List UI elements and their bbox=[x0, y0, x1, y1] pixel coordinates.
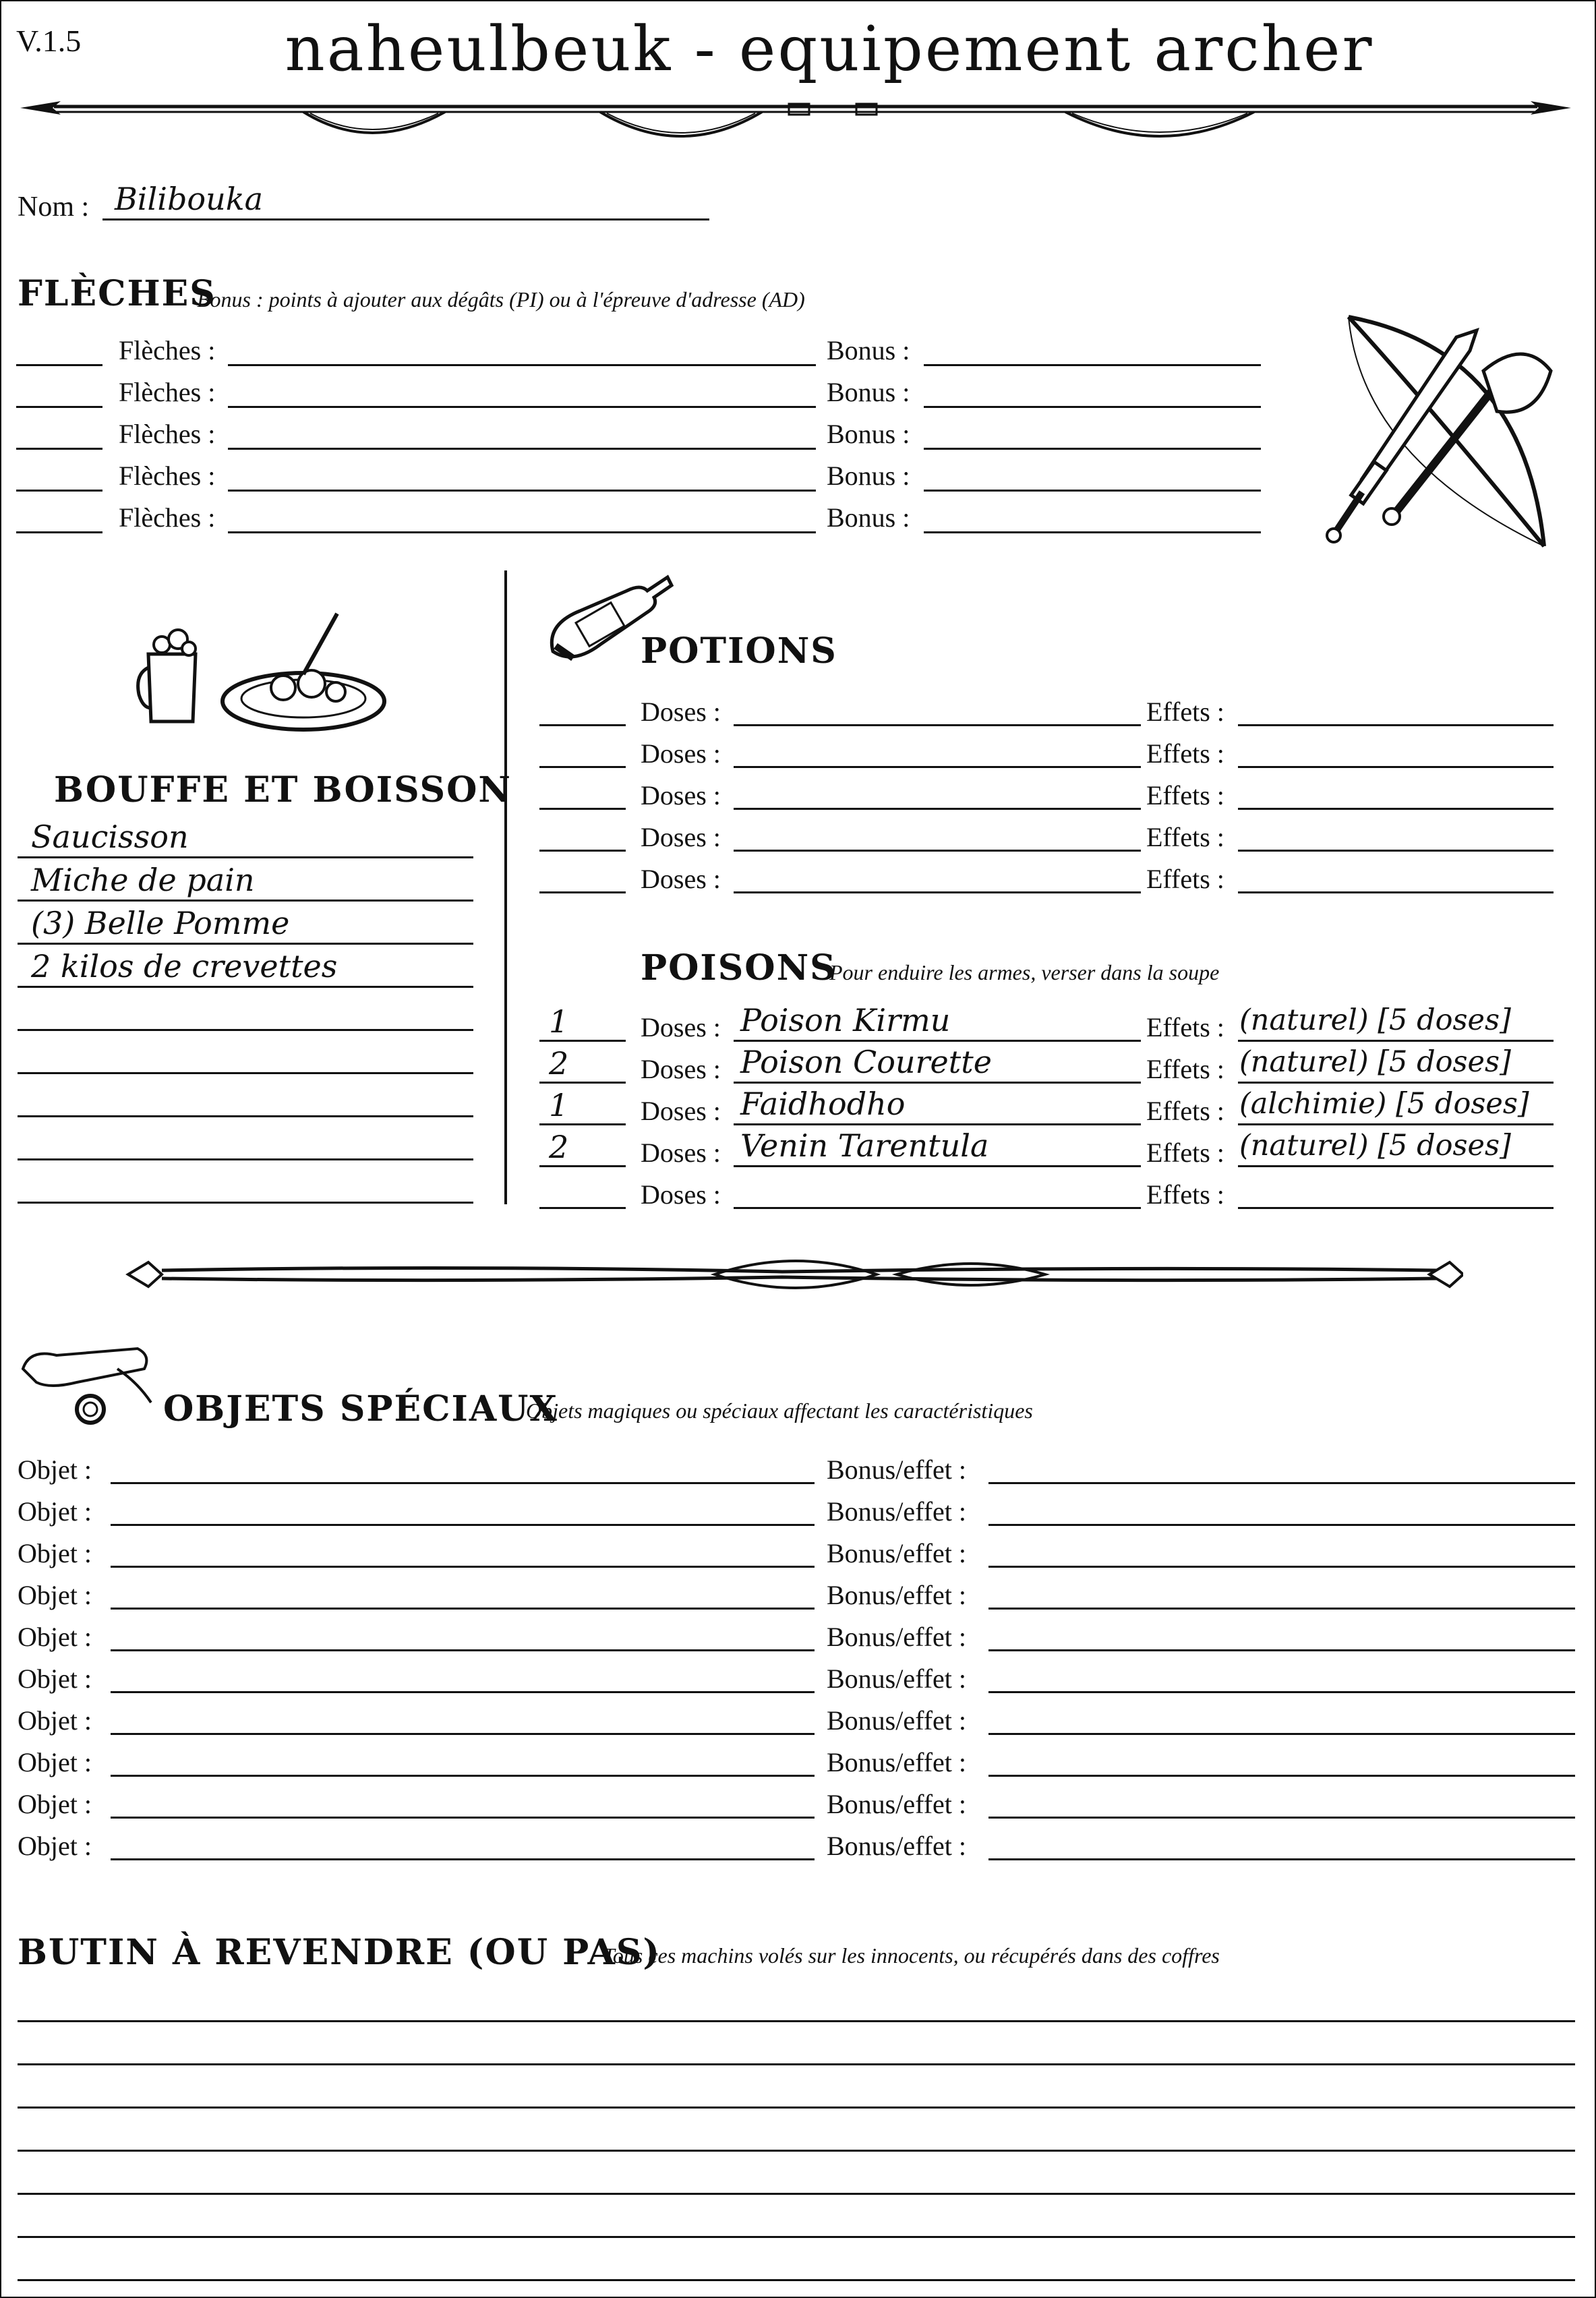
arrow-name-field[interactable] bbox=[228, 417, 816, 449]
object-bonus-label: Bonus/effet : bbox=[827, 1663, 967, 1694]
poison-qty[interactable]: 2 bbox=[549, 1045, 569, 1082]
poison-qty-line bbox=[539, 1123, 626, 1125]
bow-sword-axe-icon bbox=[1322, 310, 1578, 553]
object-bonus-label: Bonus/effet : bbox=[827, 1622, 967, 1652]
arrow-qty-field[interactable] bbox=[16, 417, 102, 449]
arrow-name-field[interactable] bbox=[228, 375, 816, 407]
food-line bbox=[18, 1158, 473, 1160]
arrow-label: Flèches : bbox=[119, 419, 216, 449]
arrow-qty-field[interactable] bbox=[16, 375, 102, 407]
arrow-bonus-field[interactable] bbox=[924, 459, 1261, 491]
potion-effects-label: Effets : bbox=[1146, 822, 1224, 852]
potion-doses-label: Doses : bbox=[641, 780, 721, 811]
poison-name-line bbox=[734, 1207, 1141, 1209]
object-label: Objet : bbox=[18, 1622, 92, 1652]
object-bonus-label: Bonus/effet : bbox=[827, 1789, 967, 1819]
poison-name-line bbox=[734, 1165, 1141, 1167]
scroll-ring-icon bbox=[16, 1342, 158, 1430]
object-bonus-label: Bonus/effet : bbox=[827, 1580, 967, 1610]
object-bonus-field[interactable] bbox=[988, 1829, 1575, 1861]
arrow-label: Flèches : bbox=[119, 335, 216, 365]
object-label: Objet : bbox=[18, 1580, 92, 1610]
poison-name[interactable]: Poison Kirmu bbox=[740, 1002, 951, 1038]
food-line bbox=[18, 1202, 473, 1204]
poison-effect-line bbox=[1238, 1123, 1554, 1125]
poison-qty[interactable]: 2 bbox=[549, 1129, 569, 1165]
poison-doses-label: Doses : bbox=[641, 1096, 721, 1126]
object-label: Objet : bbox=[18, 1747, 92, 1777]
name-underline bbox=[102, 218, 709, 220]
arrow-name-field[interactable] bbox=[228, 333, 816, 365]
poison-name[interactable]: Venin Tarentula bbox=[740, 1127, 989, 1164]
arrow-bonus-label: Bonus : bbox=[827, 335, 910, 365]
arrows-heading: FLÈCHES bbox=[18, 273, 216, 314]
object-bonus-field[interactable] bbox=[988, 1452, 1575, 1485]
poison-doses-label: Doses : bbox=[641, 1012, 721, 1042]
loot-field[interactable] bbox=[18, 2202, 1575, 2235]
arrow-qty-field[interactable] bbox=[16, 500, 102, 533]
poison-doses-label: Doses : bbox=[641, 1054, 721, 1084]
poison-effect[interactable]: (naturel) [5 doses] bbox=[1239, 1129, 1511, 1162]
food-line bbox=[18, 943, 473, 945]
object-label: Objet : bbox=[18, 1663, 92, 1694]
object-name-field[interactable] bbox=[111, 1703, 815, 1736]
potion-name-field[interactable] bbox=[734, 695, 1141, 727]
potion-name-field[interactable] bbox=[734, 736, 1141, 769]
potion-effects-label: Effets : bbox=[1146, 780, 1224, 811]
potion-qty-field[interactable] bbox=[539, 862, 626, 894]
potion-doses-label: Doses : bbox=[641, 738, 721, 769]
arrow-label: Flèches : bbox=[119, 461, 216, 491]
special-subtitle: Objets magiques ou spéciaux affectant les caractéristiques bbox=[526, 1398, 1033, 1423]
loot-field[interactable] bbox=[18, 2116, 1575, 2148]
loot-field[interactable] bbox=[18, 2030, 1575, 2062]
object-label: Objet : bbox=[18, 1538, 92, 1568]
poisons-heading: POISONS bbox=[641, 947, 837, 989]
object-name-field[interactable] bbox=[111, 1494, 815, 1527]
object-name-field[interactable] bbox=[111, 1745, 815, 1777]
object-name-field[interactable] bbox=[111, 1620, 815, 1652]
arrow-bonus-field[interactable] bbox=[924, 333, 1261, 365]
loot-line bbox=[18, 2020, 1575, 2022]
food-item[interactable]: Saucisson bbox=[31, 819, 189, 855]
object-name-field[interactable] bbox=[111, 1787, 815, 1819]
object-label: Objet : bbox=[18, 1454, 92, 1485]
page-title: naheulbeuk - equipement archer bbox=[285, 13, 1374, 85]
potion-effects-label: Effets : bbox=[1146, 697, 1224, 727]
staff-divider-icon bbox=[121, 1247, 1463, 1301]
food-line bbox=[18, 900, 473, 902]
loot-line bbox=[18, 2236, 1575, 2238]
poison-name-line bbox=[734, 1040, 1141, 1042]
object-bonus-field[interactable] bbox=[988, 1494, 1575, 1527]
arrow-bonus-label: Bonus : bbox=[827, 419, 910, 449]
object-name-field[interactable] bbox=[111, 1829, 815, 1861]
arrow-label: Flèches : bbox=[119, 377, 216, 407]
food-item[interactable]: 2 kilos de crevettes bbox=[31, 948, 338, 984]
object-name-field[interactable] bbox=[111, 1578, 815, 1610]
poison-qty[interactable]: 1 bbox=[549, 1003, 569, 1040]
object-bonus-label: Bonus/effet : bbox=[827, 1747, 967, 1777]
potion-effects-label: Effets : bbox=[1146, 738, 1224, 769]
arrow-qty-field[interactable] bbox=[16, 333, 102, 365]
loot-field[interactable] bbox=[18, 2159, 1575, 2191]
poison-effect[interactable]: (naturel) [5 doses] bbox=[1239, 1045, 1511, 1079]
arrow-qty-field[interactable] bbox=[16, 459, 102, 491]
object-bonus-field[interactable] bbox=[988, 1787, 1575, 1819]
poison-effect-line bbox=[1238, 1207, 1554, 1209]
arrow-name-field[interactable] bbox=[228, 459, 816, 491]
special-heading: OBJETS SPÉCIAUX bbox=[163, 1388, 558, 1430]
object-name-field[interactable] bbox=[111, 1536, 815, 1568]
loot-line bbox=[18, 2193, 1575, 2195]
object-bonus-field[interactable] bbox=[988, 1578, 1575, 1610]
potion-effect-field[interactable] bbox=[1238, 820, 1554, 852]
poison-name-line bbox=[734, 1082, 1141, 1084]
food-item[interactable]: Miche de pain bbox=[31, 862, 255, 898]
poison-effects-label: Effets : bbox=[1146, 1012, 1224, 1042]
poison-name[interactable]: Faidhodho bbox=[740, 1086, 906, 1122]
potion-effect-field[interactable] bbox=[1238, 695, 1554, 727]
poison-effect[interactable]: (naturel) [5 doses] bbox=[1239, 1003, 1511, 1037]
arrow-bonus-label: Bonus : bbox=[827, 502, 910, 533]
arrow-name-field[interactable] bbox=[228, 500, 816, 533]
food-item[interactable]: (3) Belle Pomme bbox=[31, 905, 290, 941]
potion-doses-label: Doses : bbox=[641, 822, 721, 852]
potion-name-field[interactable] bbox=[734, 820, 1141, 852]
name-value[interactable]: Bilibouka bbox=[115, 181, 264, 217]
potions-heading: POTIONS bbox=[641, 630, 837, 672]
loot-heading: BUTIN À REVENDRE (OU PAS) bbox=[18, 1932, 661, 1973]
potion-effect-field[interactable] bbox=[1238, 736, 1554, 769]
loot-line bbox=[18, 2063, 1575, 2065]
loot-field[interactable] bbox=[18, 2245, 1575, 2278]
poison-effect[interactable]: (alchimie) [5 doses] bbox=[1239, 1087, 1529, 1121]
poison-name[interactable]: Poison Courette bbox=[740, 1044, 992, 1080]
arrows-subtitle: Bonus : points à ajouter aux dégâts (PI) ou à l'épreuve d'adresse (AD) bbox=[197, 287, 805, 312]
food-heading: BOUFFE ET BOISSON bbox=[54, 769, 512, 811]
object-bonus-field[interactable] bbox=[988, 1703, 1575, 1736]
food-line bbox=[18, 1029, 473, 1031]
poison-effect-line bbox=[1238, 1082, 1554, 1084]
poison-qty[interactable]: 1 bbox=[549, 1087, 569, 1123]
object-bonus-label: Bonus/effet : bbox=[827, 1496, 967, 1527]
version-label: V.1.5 bbox=[16, 24, 82, 58]
name-label: Nom : bbox=[18, 192, 90, 223]
poison-name-line bbox=[734, 1123, 1141, 1125]
object-bonus-label: Bonus/effet : bbox=[827, 1705, 967, 1736]
poison-effect-line bbox=[1238, 1040, 1554, 1042]
loot-subtitle: Tous ces machins volés sur les innocents, ou récupérés dans des coffres bbox=[603, 1943, 1220, 1968]
potion-qty-field[interactable] bbox=[539, 778, 626, 811]
potion-qty-field[interactable] bbox=[539, 736, 626, 769]
object-label: Objet : bbox=[18, 1705, 92, 1736]
food-line bbox=[18, 1072, 473, 1074]
arrow-bonus-label: Bonus : bbox=[827, 377, 910, 407]
loot-field[interactable] bbox=[18, 1986, 1575, 2019]
poison-qty-line bbox=[539, 1165, 626, 1167]
arrow-bonus-field[interactable] bbox=[924, 375, 1261, 407]
object-name-field[interactable] bbox=[111, 1661, 815, 1694]
potion-effect-field[interactable] bbox=[1238, 862, 1554, 894]
poisons-subtitle: Pour enduire les armes, verser dans la soupe bbox=[829, 960, 1220, 984]
arrow-bonus-label: Bonus : bbox=[827, 461, 910, 491]
object-bonus-label: Bonus/effet : bbox=[827, 1538, 967, 1568]
potion-effects-label: Effets : bbox=[1146, 864, 1224, 894]
food-line bbox=[18, 1115, 473, 1117]
food-line bbox=[18, 986, 473, 988]
poison-effects-label: Effets : bbox=[1146, 1054, 1224, 1084]
object-label: Objet : bbox=[18, 1831, 92, 1861]
poison-doses-label: Doses : bbox=[641, 1179, 721, 1210]
poison-effects-label: Effets : bbox=[1146, 1096, 1224, 1126]
object-label: Objet : bbox=[18, 1496, 92, 1527]
loot-field[interactable] bbox=[18, 2073, 1575, 2105]
object-bonus-field[interactable] bbox=[988, 1661, 1575, 1694]
poison-qty-line bbox=[539, 1207, 626, 1209]
object-bonus-field[interactable] bbox=[988, 1745, 1575, 1777]
loot-line bbox=[18, 2106, 1575, 2109]
potion-doses-label: Doses : bbox=[641, 864, 721, 894]
potion-qty-field[interactable] bbox=[539, 820, 626, 852]
object-bonus-field[interactable] bbox=[988, 1536, 1575, 1568]
object-bonus-field[interactable] bbox=[988, 1620, 1575, 1652]
poison-effects-label: Effets : bbox=[1146, 1179, 1224, 1210]
object-name-field[interactable] bbox=[111, 1452, 815, 1485]
poison-doses-label: Doses : bbox=[641, 1138, 721, 1168]
poison-qty-line bbox=[539, 1082, 626, 1084]
food-line bbox=[18, 856, 473, 858]
potion-name-field[interactable] bbox=[734, 862, 1141, 894]
potion-qty-field[interactable] bbox=[539, 695, 626, 727]
poison-effect-line bbox=[1238, 1165, 1554, 1167]
potion-doses-label: Doses : bbox=[641, 697, 721, 727]
object-bonus-label: Bonus/effet : bbox=[827, 1831, 967, 1861]
object-bonus-label: Bonus/effet : bbox=[827, 1454, 967, 1485]
potion-effect-field[interactable] bbox=[1238, 778, 1554, 811]
food-mug-plate-icon bbox=[135, 600, 391, 735]
arrow-divider-icon bbox=[13, 86, 1578, 154]
arrow-bonus-field[interactable] bbox=[924, 500, 1261, 533]
poison-qty-line bbox=[539, 1040, 626, 1042]
object-label: Objet : bbox=[18, 1789, 92, 1819]
poison-effects-label: Effets : bbox=[1146, 1138, 1224, 1168]
loot-line bbox=[18, 2150, 1575, 2152]
potion-name-field[interactable] bbox=[734, 778, 1141, 811]
section-separator bbox=[504, 570, 507, 1204]
arrow-bonus-field[interactable] bbox=[924, 417, 1261, 449]
arrow-label: Flèches : bbox=[119, 502, 216, 533]
loot-line bbox=[18, 2279, 1575, 2281]
